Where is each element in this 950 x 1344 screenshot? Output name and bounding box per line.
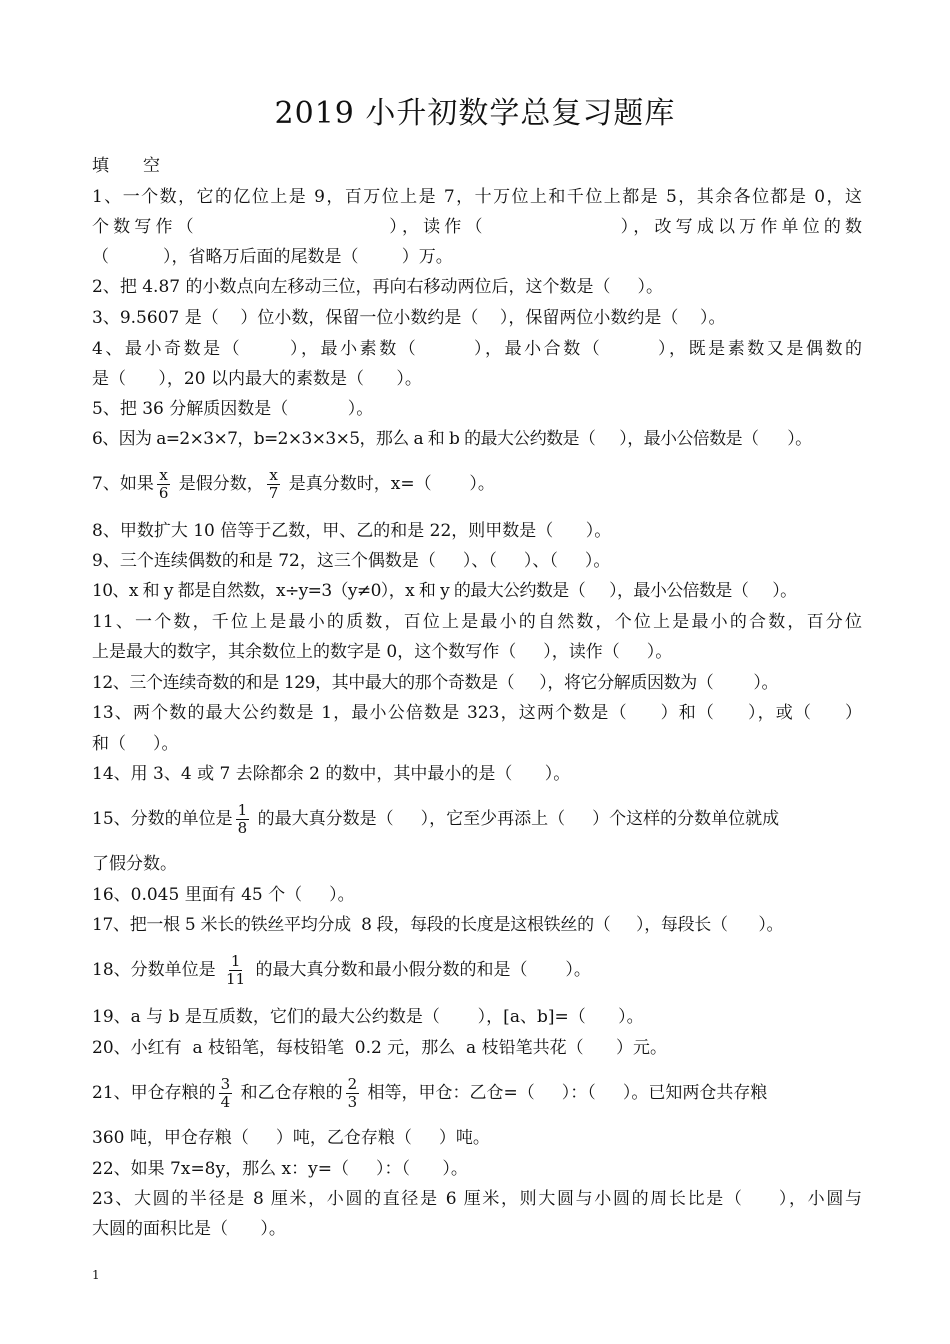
question-18: [92, 948, 862, 992]
question-21-line-2: 360 吨，甲仓存粮（ ）吨，乙仓存粮（ ）吨。: [92, 1128, 490, 1148]
q15-text-2: 的最大真分数是（ ），它至少再添上（ ）个这样的分数单位就成: [252, 809, 780, 829]
question-20: 20、小红有 a 枝铅笔，每枝铅笔 0.2 元，那么 a 枝铅笔共花（ ）元。: [92, 1038, 667, 1058]
q7-text-2: 是假分数，: [173, 474, 264, 494]
question-17: 17、把一根 5 米长的铁丝平均分成 8 段，每段的长度是这根铁丝的（ ），每段长（ ）。: [92, 915, 784, 935]
question-23-line-2: 大圆的面积比是（ ）。: [92, 1219, 286, 1239]
q21-text-3: 相等，甲仓：乙仓=（ ）：（ ）。已知两仓共存粮: [362, 1083, 768, 1103]
question-2: 2、把 4.87 的小数点向左移动三位，再向右移动两位后，这个数是（ ）。: [92, 277, 663, 297]
question-13-line-1: 13、两个数的最大公约数是 1，最小公倍数是 323，这两个数是（ ）和（ ），或（ ）: [92, 703, 862, 723]
question-23-line-1: 23、大圆的半径是 8 厘米，小圆的直径是 6 厘米，则大圆与小圆的周长比是（ ），小圆与: [92, 1189, 862, 1209]
fraction-denominator: 3: [347, 1093, 358, 1111]
q18-text-1: 18、分数单位是: [92, 960, 222, 980]
fraction-1-over-11: [224, 953, 247, 988]
question-22: 22、如果 7x=8y，那么 x：y=（ ）：（ ）。: [92, 1159, 468, 1179]
q7-text-3: 是真分数时，x=（ ）。: [283, 474, 495, 494]
fraction-1-over-8: [236, 802, 250, 837]
question-15-line-1: [92, 797, 862, 841]
question-8: 8、甲数扩大 10 倍等于乙数，甲、乙的和是 22，则甲数是（ ）。: [92, 521, 612, 541]
page-title: 2019 小升初数学总复习题库: [274, 96, 676, 131]
fraction-denominator: 7: [268, 484, 279, 502]
question-1-line-3: （ ），省略万后面的尾数是（ ）万。: [92, 247, 453, 267]
question-7: [92, 462, 862, 506]
fraction-denominator: 11: [226, 970, 246, 988]
fraction-2-over-3: [346, 1076, 360, 1111]
question-6: 6、因为 a=2×3×7，b=2×3×3×5，那么 a 和 b 的最大公约数是（ ），最小公倍数是（ ）。: [92, 429, 812, 449]
q18-text-2: 的最大真分数和最小假分数的和是（ ）。: [250, 960, 591, 980]
question-1-line-2: 个数写作（ ），读作（ ），改写成以万作单位的数: [92, 217, 862, 237]
question-12: 12、三个连续奇数的和是 129，其中最大的那个奇数是（ ），将它分解质因数为（ ）。: [92, 673, 779, 693]
question-4-line-1: 4、最小奇数是（ ），最小素数（ ），最小合数（ ），既是素数又是偶数的: [92, 339, 862, 359]
section-heading: 填 空: [92, 156, 160, 176]
q15-text-1: 15、分数的单位是: [92, 809, 233, 829]
question-4-line-2: 是（ ），20 以内最大的素数是（ ）。: [92, 369, 422, 389]
fraction-x-over-6: [157, 467, 171, 502]
question-11-line-1: 11、一个数，千位上是最小的质数，百位上是最小的自然数，个位上是最小的合数，百分位: [92, 612, 862, 632]
question-19: 19、a 与 b 是互质数，它们的最大公约数是（ ），[a、b]=（ ）。: [92, 1007, 644, 1027]
question-16: 16、0.045 里面有 45 个（ ）。: [92, 885, 355, 905]
fraction-3-over-4: [219, 1076, 233, 1111]
question-10: 10、x 和 y 都是自然数，x÷y=3（y≠0），x 和 y 的最大公约数是（ ），最小公倍数是（ ）。: [92, 581, 797, 601]
fraction-numerator: 1: [237, 801, 248, 819]
fraction-denominator: 6: [158, 484, 169, 502]
question-3: 3、9.5607 是（ ）位小数，保留一位小数约是（ ），保留两位小数约是（ ）。: [92, 308, 726, 328]
question-11-line-2: 上是最大的数字，其余数位上的数字是 0，这个数写作（ ），读作（ ）。: [92, 642, 673, 662]
question-5: 5、把 36 分解质因数是（ ）。: [92, 399, 374, 419]
fraction-x-over-7: [267, 467, 281, 502]
q21-text-2: 和乙仓存粮的: [235, 1083, 343, 1103]
question-1-line-1: 1、一个数，它的亿位上是 9，百万位上是 7，十万位上和千位上都是 5，其余各位都是 0，这: [92, 187, 862, 207]
fraction-numerator: 1: [230, 952, 241, 970]
fraction-numerator: 2: [347, 1075, 358, 1093]
question-15-line-2: 了假分数。: [92, 854, 177, 874]
question-21-line-1: [92, 1071, 862, 1115]
q21-text-1: 21、甲仓存粮的: [92, 1083, 216, 1103]
fraction-numerator: 3: [220, 1075, 231, 1093]
fraction-denominator: 8: [237, 819, 248, 837]
question-14: 14、用 3、4 或 7 去除都余 2 的数中，其中最小的是（ ）。: [92, 764, 571, 784]
page-number: 1: [92, 1268, 100, 1282]
fraction-numerator: x: [269, 466, 278, 484]
fraction-denominator: 4: [220, 1093, 231, 1111]
fraction-numerator: x: [159, 466, 168, 484]
question-9: 9、三个连续偶数的和是 72，这三个偶数是（ ）、（ ）、（ ）。: [92, 551, 611, 571]
q7-text-1: 7、如果: [92, 474, 154, 494]
question-13-line-2: 和（ ）。: [92, 734, 179, 754]
